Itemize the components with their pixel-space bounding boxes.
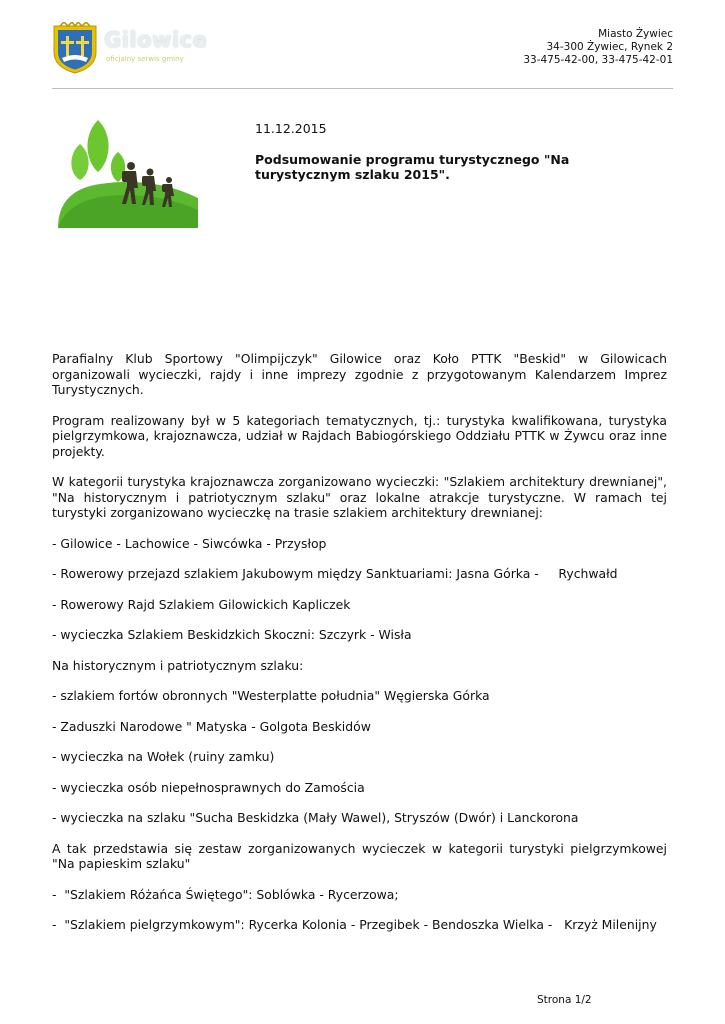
site-logo[interactable]	[50, 22, 208, 77]
header-divider	[52, 88, 673, 89]
list-item: - wycieczka na Wołek (ruiny zamku)	[52, 749, 275, 764]
site-brand-tagline: oficjalny serwis gminy	[106, 55, 184, 63]
paragraph: Parafialny Klub Sportowy "Olimpijczyk" Gilowice oraz Koło PTTK "Beskid" w Gilowicach organizowali wycieczki, rajdy i inne imprezy zgodnie z przygotowanym Kalendarzem Imprez Turystycznych.	[52, 351, 667, 397]
list-item: - szlakiem fortów obronnych "Westerplatte południa" Węgierska Górka	[52, 688, 490, 703]
list-item: - Zaduszki Narodowe " Matyska - Golgota Beskidów	[52, 718, 371, 734]
list-item: - wycieczka Szlakiem Beskidzkich Skoczni: Szczyrk - Wisła	[52, 627, 412, 642]
list-item: - Rowerowy Rajd Szlakiem Gilowickich Kapliczek	[52, 596, 351, 612]
paragraph: Program realizowany był w 5 kategoriach tematycznych, tj.: turystyka kwalifikowana, turystyka pielgrzymkowa, krajoznawcza, udział w Rajdach Babiogórskiego Oddziału PTTK w Żywcu oraz inne projekty.	[52, 412, 667, 459]
contact-phones: 33-475-42-00, 33-475-42-01	[523, 54, 673, 66]
list-item: - Rowerowy przejazd szlakiem Jakubowym między Sanktuariami: Jasna Górka - Rychwałd	[52, 566, 618, 581]
article-date: 11.12.2015	[255, 121, 327, 136]
list-item: - "Szlakiem Różańca Świętego": Soblówka - Rycerzowa;	[52, 886, 399, 902]
page-number: Strona 1/2	[537, 994, 592, 1006]
contact-block	[523, 28, 673, 67]
hikers-illustration	[58, 118, 198, 228]
contact-address: 34-300 Żywiec, Rynek 2	[546, 41, 673, 53]
list-item: - Gilowice - Lachowice - Siwcówka - Przysłop	[52, 535, 327, 551]
site-brand-name: Gilowice	[104, 28, 208, 52]
section-label: Na historycznym i patriotycznym szlaku:	[52, 657, 304, 673]
paragraph: W kategorii turystyka krajoznawcza zorganizowano wycieczki: "Szlakiem architektury drewnianej", "Na historycznym i patriotycznym szlaku" oraz lokalne atrakcje turystyczne. W ramach tej turystyki zorganizowano wycieczkę na trasie szlakiem architektury drewnianej:	[52, 474, 667, 520]
article-title: Podsumowanie programu turystycznego "Na turystycznym szlaku 2015".	[255, 152, 570, 182]
list-item: - wycieczka osób niepełnosprawnych do Zamościa	[52, 779, 365, 795]
coat-of-arms-icon	[50, 22, 100, 74]
list-item: - "Szlakiem pielgrzymkowym": Rycerka Kolonia - Przegibek - Bendoszka Wielka - Krzyż Milenijny	[52, 917, 657, 932]
contact-city: Miasto Żywiec	[598, 28, 673, 40]
paragraph: A tak przedstawia się zestaw zorganizowanych wycieczek w kategorii turystyki pielgrzymkowej "Na papieskim szlaku"	[52, 840, 667, 871]
article-body	[52, 351, 667, 948]
page-header	[0, 0, 725, 90]
list-item: - wycieczka na szlaku "Sucha Beskidzka (Mały Wawel), Stryszów (Dwór) i Lanckorona	[52, 810, 579, 825]
